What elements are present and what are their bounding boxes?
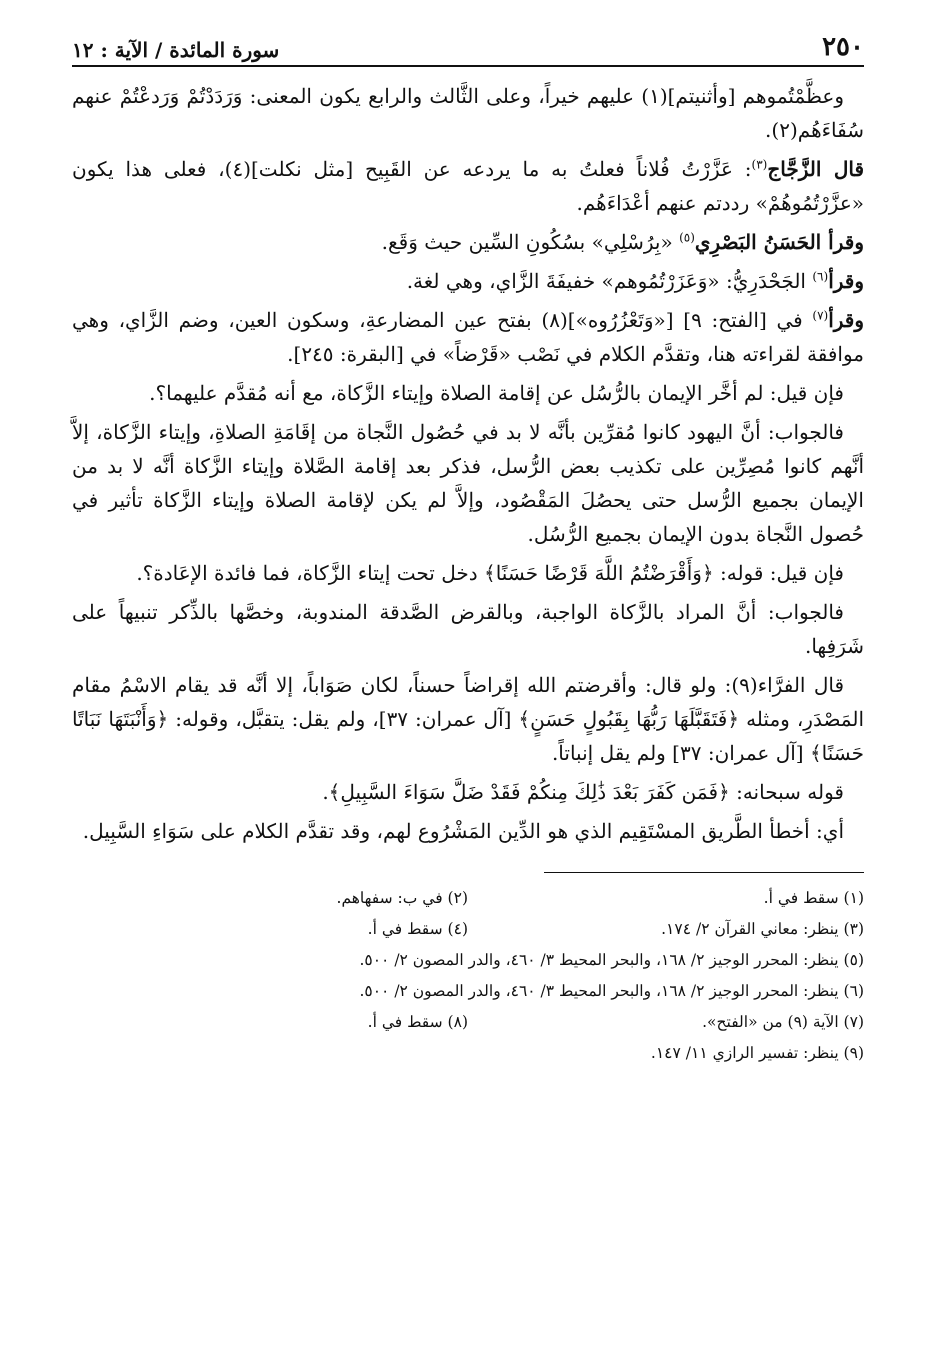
footnote-reference: (٧) [812, 308, 829, 323]
footnote-reference: (٦) [812, 269, 829, 284]
footnote-row [72, 914, 864, 945]
paragraph-text: الجَحْدَرِيُّ: «وَعَزَرْتُمُوهم» خفيفَةَ الزَّاي، وهي لغة. [406, 269, 813, 293]
paragraph-text: «بِرُسْلِي» بسُكُونِ السِّين حيث وَقَع. [381, 230, 680, 254]
page-number: ٢٥٠ [822, 32, 864, 62]
paragraph [72, 668, 864, 770]
footnote-row [72, 945, 864, 976]
footnotes [72, 883, 864, 1069]
paragraph [72, 376, 864, 410]
footnote: (٦) ينظر: المحرر الوجيز ٢/ ١٦٨، والبحر المحيط ٣/ ٤٦٠، والدر المصون ٢/ ٥٠٠. [359, 982, 864, 1000]
body-text [72, 79, 864, 848]
page [72, 30, 864, 1069]
paragraph [72, 814, 864, 848]
paragraph-text: فإن قيل: لم أخَّر الإيمان بالرُّسُل عن إقامة الصلاة وإيتاء الزَّكاة، مع أنه مُقدَّم عليهما؟. [149, 381, 844, 405]
paragraph [72, 264, 864, 298]
paragraph-lead: قال الزَّجَّاج [767, 157, 865, 181]
running-title: سورة المائدة / الآية : ١٢ [72, 38, 280, 62]
paragraph-lead: وقرأ الحَسَنُ البَصْرِي [694, 230, 864, 254]
paragraph-text: فإن قيل: قوله: ﴿وَأَقْرَضْتُمُ اللَّهَ قَرْضًا حَسَنًا﴾ دخل تحت إيتاء الزَّكاة، فما فائدة الإعَادة؟. [136, 561, 844, 585]
paragraph [72, 79, 864, 147]
footnote-reference: (٣) [751, 157, 768, 172]
footnote: (٨) سقط في أ. [367, 1013, 468, 1031]
footnote-divider [544, 872, 864, 873]
footnote: (٧) الآية (٩) من «الفتح». [702, 1013, 864, 1031]
paragraph-text: فالجواب: أنَّ اليهود كانوا مُقرِّين بأنَّه لا بد في حُصُول النَّجاة من إقَامَةِ الصلاةِ، وإيتاء الزَّكاة، إلاَّ أنَّهم كانوا مُصِرِّين على تكذيب بعض الرُّسل، فذكر بعد إقامة الصَّلاة وإيتاء الزَّكاة أنَّه لا بد من الإيمان بجميع الرُّسل حتى يحصُلَ المَقْصُود، وإلاَّ لم يكن لإقامة الصلاة وإيتاء الزَّكاة تأثير في حُصول النَّجاة بدون الإيمان بجميع الرُّسُل. [72, 420, 864, 546]
paragraph-text: أي: أخطأ الطَّريق المسْتَقِيم الذي هو الدِّين المَشْرُوع لهم، وقد تقدَّم الكلام على سَوَاءِ السَّبِيل. [82, 819, 844, 843]
paragraph-text: قوله سبحانه: ﴿فَمَن كَفَرَ بَعْدَ ذَٰلِكَ مِنكُمْ فَقَدْ ضَلَّ سَوَاءَ السَّبِيلِ﴾. [322, 780, 844, 804]
footnote: (٤) سقط في أ. [367, 920, 468, 938]
paragraph [72, 152, 864, 220]
page-header [72, 30, 864, 67]
paragraph [72, 556, 864, 590]
paragraph [72, 303, 864, 371]
paragraph-text: في [الفتح: ٩] [«وَتَعْزُرُوه»](٨) بفتح عين المضارعةِ، وسكون العين، وضم الزَّاي، وهي موافقة لقراءته هنا، وتقدَّم الكلام في نَصْب «قَرْضاً» في [البقرة: ٢٤٥]. [72, 308, 864, 366]
paragraph-lead: وقرأ [828, 308, 865, 332]
paragraph-text: قال الفرَّاء(٩): ولو قال: وأقرضتم الله إقراضاً حسناً، لكان صَوَاباً، إلا أنَّه قد يقام الاسْمُ مقام المَصْدَرِ، ومثله ﴿فَتَقَبَّلَهَا رَبُّهَا بِقَبُولٍ حَسَنٍ﴾ [آل عمران: ٣٧]، ولم يقل: يتقبَّل، وقوله: ﴿وَأَنْبَتَهَا نَبَاتًا حَسَنًا﴾ [آل عمران: ٣٧] ولم يقل إنباتاً. [72, 673, 864, 765]
footnote: (٣) ينظر: معاني القرآن ٢/ ١٧٤. [661, 920, 864, 938]
footnote: (١) سقط في أ. [763, 889, 864, 907]
paragraph [72, 225, 864, 259]
paragraph-text: : عَزَّرْتُ فُلاناً فعلتُ به ما يردعه عن القَبِيح [مثل نكلت](٤)، فعلى هذا يكون «عزَّرْتُمُوهُمْ» رددتم عنهم أعْدَاءَهُم. [72, 157, 864, 215]
paragraph-text: فالجواب: أنَّ المراد بالزَّكاة الواجبة، وبالقرض الصَّدقة المندوبة، وخصَّها بالذِّكر تنبيهاً على شَرَفِها. [72, 600, 864, 658]
footnote-row [72, 1038, 864, 1069]
footnote-reference: (٥) [679, 230, 695, 245]
paragraph [72, 775, 864, 809]
footnote: (٢) في ب: سفهاهم. [336, 889, 468, 907]
footnote: (٥) ينظر: المحرر الوجيز ٢/ ١٦٨، والبحر المحيط ٣/ ٤٦٠، والدر المصون ٢/ ٥٠٠. [359, 951, 864, 969]
paragraph [72, 415, 864, 551]
paragraph-text: وعظَّمْتُموهم [وأثنيتم](١) عليهم خيراً، وعلى الثَّالث والرابع يكون المعنى: وَرَدَدْتُمْ وَرَدعْتُمْ عنهم سُفَاءَهُم(٢). [72, 84, 864, 142]
footnote-row [72, 1007, 864, 1038]
paragraph-lead: وقرأ [828, 269, 864, 293]
paragraph [72, 595, 864, 663]
footnote-row [72, 883, 864, 914]
footnote: (٩) ينظر: تفسير الرازي ١١/ ١٤٧. [650, 1044, 864, 1062]
footnote-row [72, 976, 864, 1007]
